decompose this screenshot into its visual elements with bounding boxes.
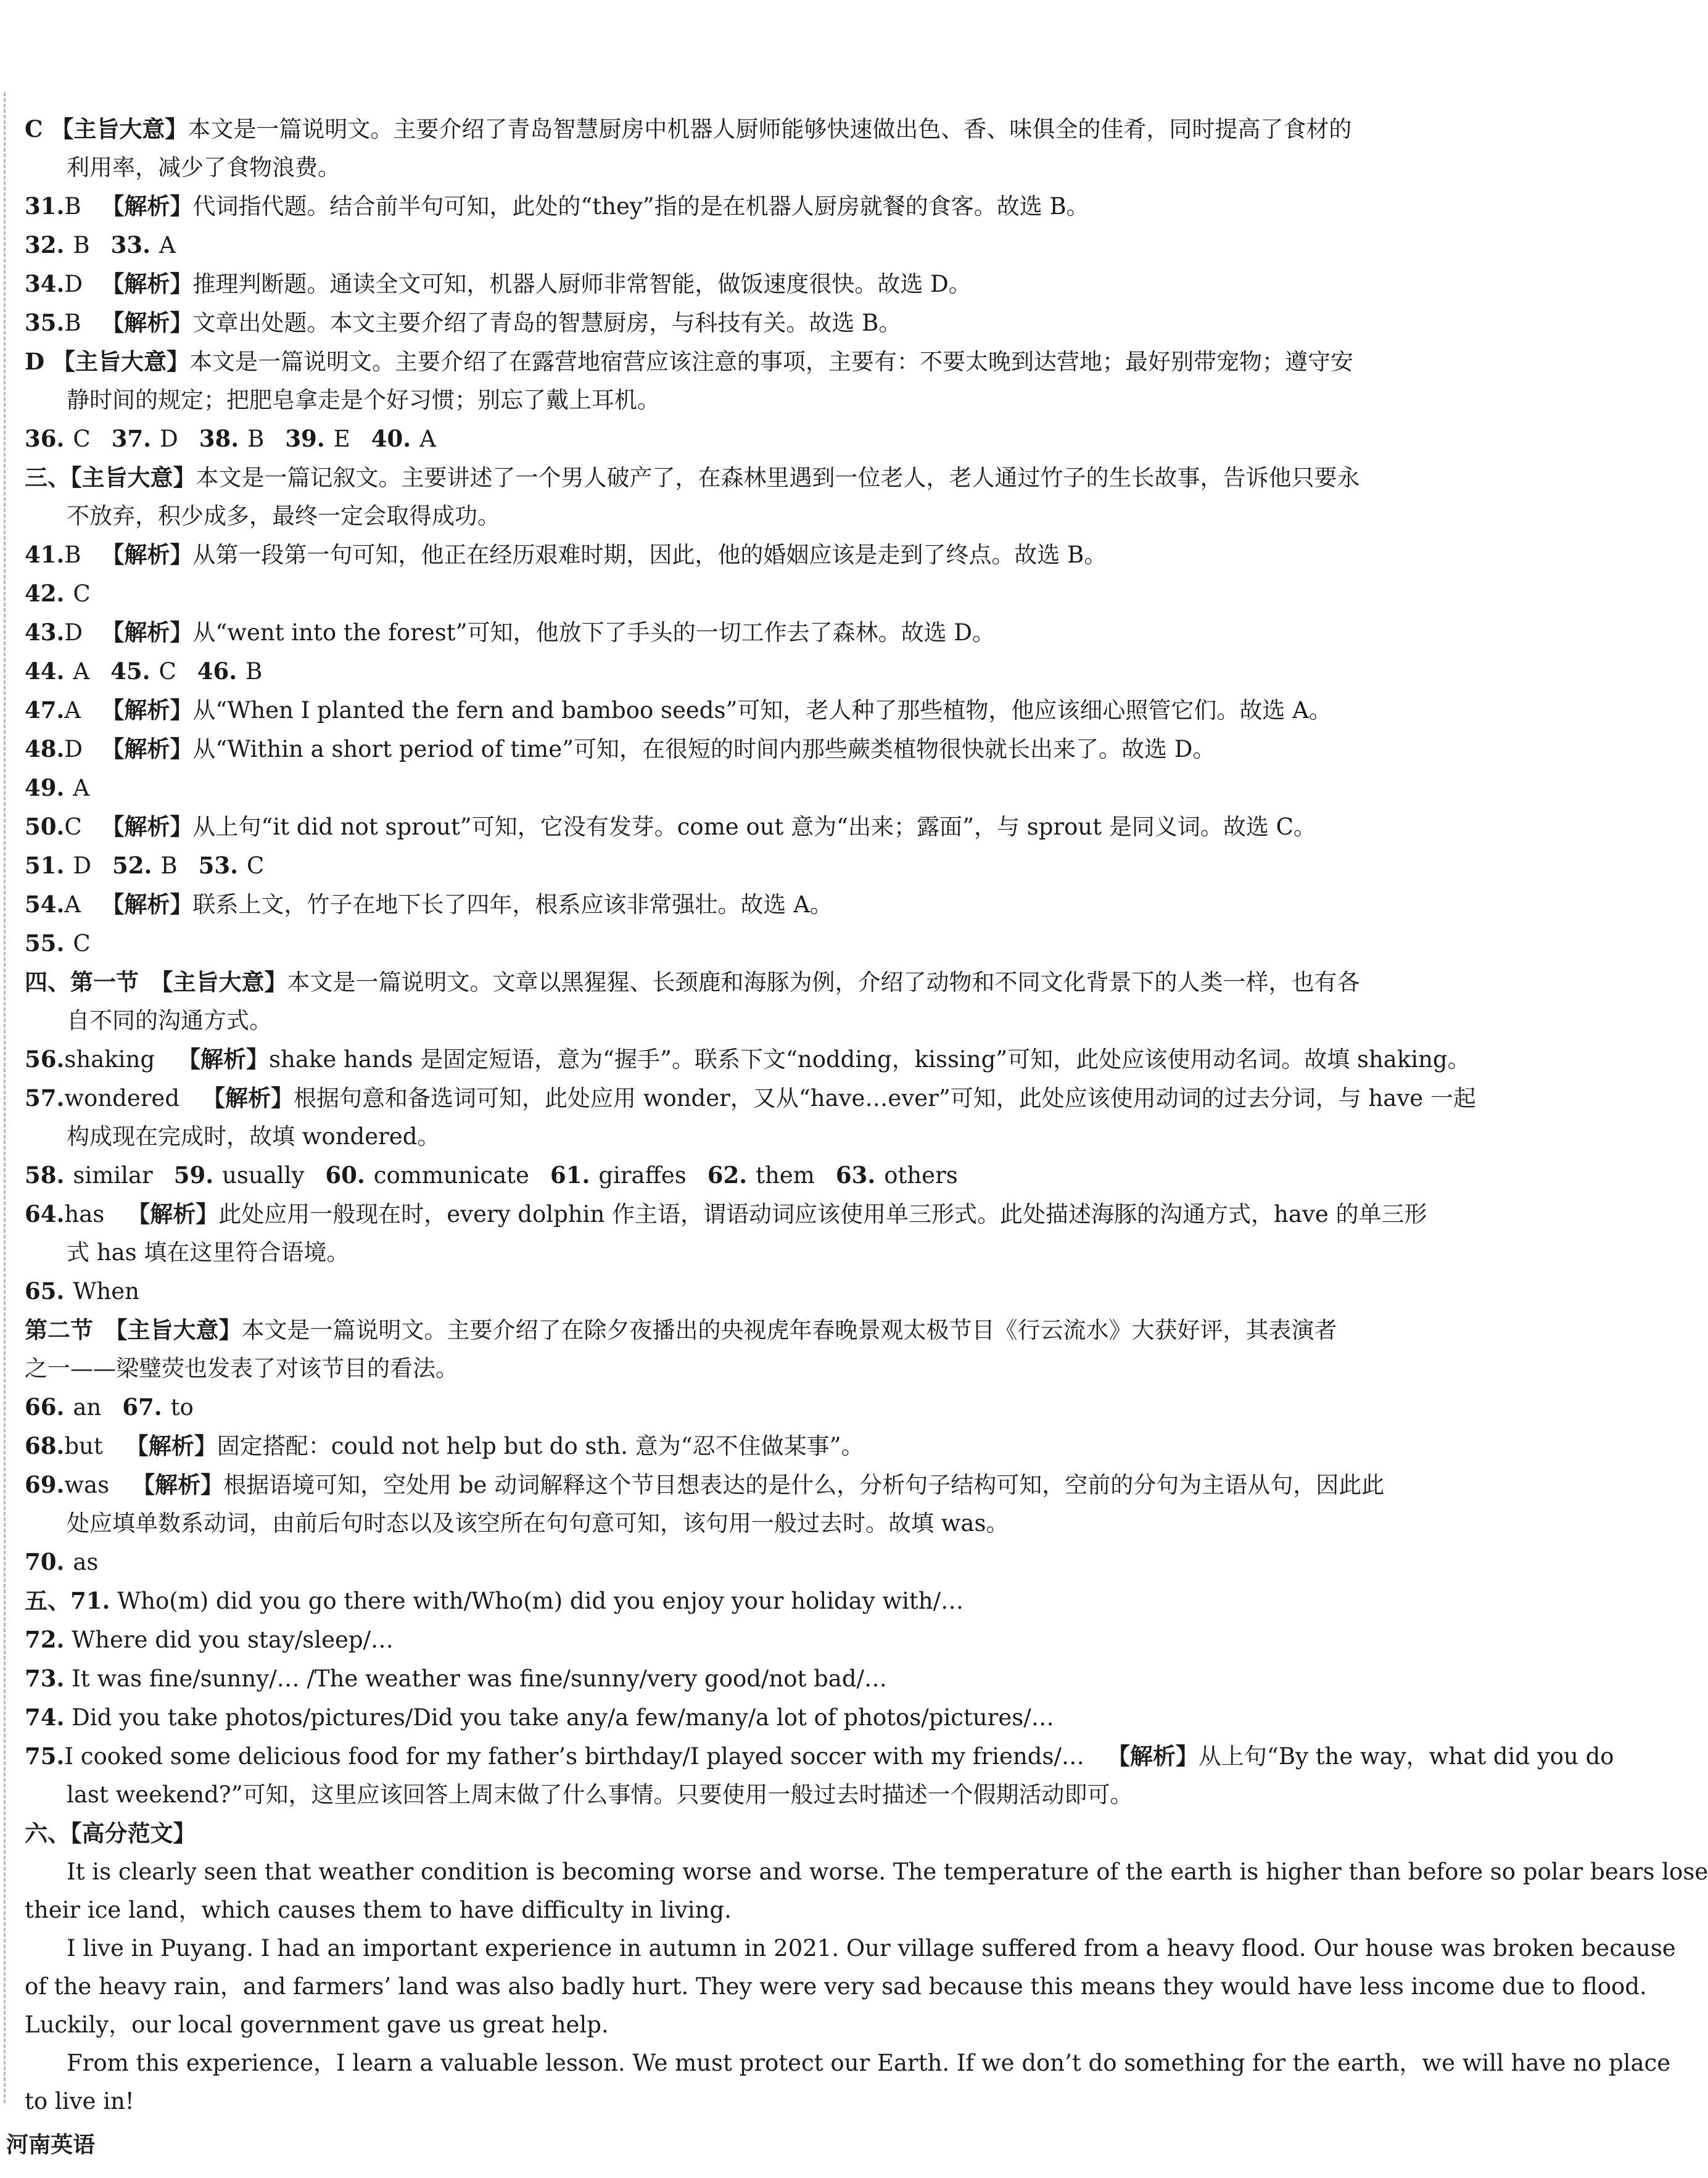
answer: D: [160, 426, 178, 452]
analysis-tag: 【解析】: [101, 270, 193, 297]
question-number: 35.: [25, 309, 65, 336]
analysis-tag: 【解析】: [127, 1200, 219, 1227]
line-s6-title: [25, 1814, 1431, 1853]
analysis-text: 根据句意和备选词可知，此处应用 wonder，又从“have…ever”可知，此处应该使用动词的过去分词，与 have 一起: [294, 1085, 1476, 1112]
answer: C: [159, 658, 176, 685]
line-q36-40: [25, 419, 1431, 458]
continued-text: 静时间的规定；把肥皂拿走是个好习惯；别忘了戴上耳机。: [67, 387, 660, 413]
section-label: 三、: [25, 464, 70, 491]
analysis-text: 文章出处题。本文主要介绍了青岛的智慧厨房，与科技有关。故选 B。: [192, 310, 902, 336]
continued-text: last weekend?”可知，这里应该回答上周末做了什么事情。只要使用一般过去时描述一个假期活动即可。: [67, 1781, 1133, 1808]
answer: giraffes: [598, 1162, 687, 1189]
line-q58-63: [25, 1156, 1431, 1195]
line-q47: [25, 691, 1431, 730]
answer: C: [73, 580, 91, 607]
line-q42: [25, 574, 1431, 613]
question-number: 56.: [25, 1046, 65, 1073]
answer: was: [64, 1472, 133, 1498]
answer: A: [64, 697, 81, 724]
line-q32-33: [25, 226, 1431, 265]
question-number: 54.: [25, 891, 65, 918]
answer: C: [73, 930, 91, 957]
question-number: 50.: [25, 813, 65, 840]
analysis-tag: 【解析】: [125, 1432, 217, 1459]
question-number: 49.: [25, 774, 65, 801]
line-q51-53: [25, 846, 1431, 885]
footer-label: 河南英语: [6, 2132, 96, 2158]
analysis-tag: 【解析】: [101, 696, 193, 724]
summary-tag: 【主旨大意】: [162, 968, 287, 996]
question-number: 64.: [25, 1200, 65, 1227]
essay-text: From this experience，I learn a valuable lesson. We must protect our Earth. If we don’t do something for the earth，we will have no place: [67, 2050, 1671, 2076]
question-number: 58.: [25, 1161, 65, 1189]
answer: When: [73, 1278, 139, 1305]
answer: an: [73, 1394, 102, 1421]
continued-text: of the heavy rain，and farmers’ land was also badly hurt. They were very sad because this means they would have less income due to flood.: [25, 1973, 1647, 2000]
section-label: 四、第一节: [25, 968, 162, 996]
continued-text: 不放弃，积少成多，最终一定会取得成功。: [67, 503, 500, 529]
question-number: 53.: [198, 852, 238, 879]
answer-text: It was fine/sunny/… /The weather was fine/sunny/very good/not bad/…: [72, 1665, 888, 1692]
question-number: 68.: [25, 1432, 65, 1459]
question-number: 61.: [550, 1161, 590, 1189]
line-q73: [25, 1659, 1431, 1698]
line-s4-2-summary-1: [25, 1311, 1431, 1350]
continued-text: 自不同的沟通方式。: [67, 1007, 272, 1034]
line-d-summary-2: [25, 381, 1431, 419]
line-q71: [25, 1582, 1431, 1620]
line-q65: [25, 1272, 1431, 1311]
line-essay-p2-1: [25, 1929, 1676, 1968]
line-q55: [25, 924, 1431, 963]
answer: communicate: [373, 1162, 529, 1189]
question-number: 52.: [112, 852, 152, 879]
line-q41: [25, 535, 1431, 574]
answer: usually: [222, 1162, 305, 1189]
answer: B: [64, 193, 81, 220]
line-c-summary-2: [25, 149, 1431, 187]
line-q56: [25, 1040, 1471, 1079]
section-label: C: [25, 115, 51, 142]
line-s4-1-summary-2: [25, 1002, 1431, 1040]
section-heading: 六、【高分范文】: [25, 1820, 196, 1847]
line-q75: [25, 1737, 1614, 1776]
answer: E: [333, 426, 350, 452]
line-q70: [25, 1543, 1431, 1582]
continued-text: 利用率，减少了食物浪费。: [67, 154, 340, 181]
question-number: 74.: [25, 1704, 65, 1731]
question-number: 36.: [25, 425, 65, 452]
line-essay-p3-1: [25, 2044, 1671, 2082]
continued-text: 式 has 填在这里符合语境。: [67, 1239, 350, 1266]
answer: D: [64, 736, 83, 762]
line-s3-summary-2: [25, 497, 1431, 535]
analysis-tag: 【解析】: [101, 309, 193, 336]
essay-text: I live in Puyang. I had an important experience in autumn in 2021. Our village suffered from a heavy flood. Our house was broken because: [67, 1935, 1676, 1961]
answer: C: [73, 426, 91, 452]
analysis-tag: 【解析】: [101, 192, 193, 220]
line-s4-2-summary-2: [25, 1350, 1431, 1388]
question-number: 42.: [25, 580, 65, 607]
line-q57-cont: [25, 1118, 1431, 1156]
answer: similar: [73, 1162, 153, 1189]
analysis-tag: 【解析】: [101, 619, 193, 646]
section-label: D: [25, 348, 52, 375]
answer: D: [64, 271, 83, 297]
answer: has: [64, 1201, 128, 1227]
line-q49: [25, 769, 1431, 807]
question-number: 70.: [25, 1548, 65, 1575]
question-number: 47.: [25, 696, 65, 724]
question-number: 39.: [285, 425, 325, 452]
answer-text: Did you take photos/pictures/Did you take any/a few/many/a lot of photos/pictures/…: [72, 1704, 1054, 1731]
question-number: 59.: [173, 1161, 214, 1189]
line-c-summary-1: [25, 110, 1431, 149]
question-number: 60.: [325, 1161, 365, 1189]
answer: A: [159, 232, 176, 258]
line-q68: [25, 1427, 1431, 1466]
question-number: 69.: [25, 1471, 65, 1498]
answer: I cooked some delicious food for my father’s birthday/I played soccer with my friends/…: [64, 1743, 1107, 1770]
answer: B: [73, 232, 90, 258]
question-number: 65.: [25, 1277, 65, 1305]
analysis-tag: 【解析】: [101, 541, 193, 568]
answer-text: Who(m) did you go there with/Who(m) did you enjoy your holiday with/…: [117, 1588, 964, 1614]
analysis-text: 从“went into the forest”可知，他放下了手头的一切工作去了森林。故选 D。: [192, 619, 995, 646]
answer: D: [73, 852, 92, 879]
answer: but: [64, 1433, 126, 1459]
question-number: 41.: [25, 541, 65, 568]
analysis-text: 从第一段第一句可知，他正在经历艰难时期，因此，他的婚姻应该是走到了终点。故选 B。: [192, 542, 1107, 568]
answer: A: [73, 658, 90, 685]
question-number: 73.: [25, 1665, 65, 1692]
analysis-tag: 【解析】: [101, 813, 193, 840]
question-number: 46.: [197, 658, 237, 685]
answer: B: [247, 426, 265, 452]
answer: them: [756, 1162, 815, 1189]
analysis-tag: 【解析】: [132, 1471, 224, 1498]
continued-text: Luckily，our local government gave us great help.: [25, 2011, 609, 2038]
analysis-text: 从上句“By the way，what did you do: [1198, 1743, 1614, 1770]
answer: D: [64, 619, 83, 646]
line-essay-p1-2: [25, 1891, 1431, 1929]
line-q54: [25, 885, 1431, 924]
analysis-text: 从“Within a short period of time”可知，在很短的时间内那些蕨类植物很快就长出来了。故选 D。: [192, 736, 1216, 762]
question-number: 66.: [25, 1393, 65, 1421]
question-number: 48.: [25, 735, 65, 762]
line-q75-cont: [25, 1776, 1431, 1814]
line-q31: [25, 187, 1431, 226]
summary-tag: 【主旨大意】: [116, 1316, 242, 1343]
analysis-text: 从上句“it did not sprout”可知，它没有发芽。come out 意为“出来；露面”，与 sprout 是同义词。故选 C。: [192, 814, 1316, 840]
answer-text: Where did you stay/sleep/…: [72, 1627, 394, 1653]
question-number: 67.: [122, 1393, 162, 1421]
question-number: 75.: [25, 1743, 65, 1770]
line-q43: [25, 613, 1431, 652]
question-number: 33.: [110, 231, 151, 258]
analysis-text: 代词指代题。结合前半句可知，此处的“they”指的是在机器人厨房就餐的食客。故选 B。: [192, 193, 1089, 220]
question-number: 63.: [835, 1161, 876, 1189]
line-q69-cont: [25, 1504, 1431, 1543]
question-number: 五、71.: [25, 1587, 110, 1614]
line-q50: [25, 807, 1431, 846]
analysis-text: 根据语境可知，空处用 be 动词解释这个节目想表达的是什么，分析句子结构可知，空前的分句为主语从句，因此此: [223, 1472, 1385, 1498]
question-number: 38.: [199, 425, 239, 452]
line-q35: [25, 303, 1431, 342]
line-s4-1-summary-1: [25, 963, 1431, 1002]
line-q66-67: [25, 1388, 1431, 1427]
answer-content: [25, 110, 1708, 2121]
answer: others: [884, 1162, 958, 1189]
summary-text: 本文是一篇说明文。主要介绍了在除夕夜播出的央视虎年春晚景观太极节目《行云流水》大获好评，其表演者: [241, 1317, 1337, 1343]
analysis-text: 此处应用一般现在时，every dolphin 作主语，谓语动词应该使用单三形式。此处描述海豚的沟通方式，have 的单三形: [218, 1201, 1427, 1227]
summary-text: 本文是一篇说明文。文章以黑猩猩、长颈鹿和海豚为例，介绍了动物和不同文化背景下的人类一样，也有各: [287, 969, 1360, 996]
answer: C: [247, 852, 265, 879]
question-number: 44.: [25, 658, 65, 685]
continued-text: 处应填单数系动词，由前后句时态以及该空所在句句意可知，该句用一般过去时。故填 was。: [67, 1510, 1009, 1537]
question-number: 72.: [25, 1626, 65, 1653]
question-number: 32.: [25, 231, 65, 258]
answer: as: [73, 1549, 99, 1575]
essay-text: It is clearly seen that weather condition is becoming worse and worse. The temperature of the earth is higher than before so polar bears lose: [67, 1858, 1708, 1885]
analysis-tag: 【解析】: [101, 891, 193, 918]
summary-tag: 【主旨大意】: [70, 464, 196, 491]
answer: C: [64, 814, 82, 840]
line-essay-p3-2: [25, 2082, 1431, 2121]
question-number: 34.: [25, 270, 65, 297]
line-d-summary-1: [25, 342, 1431, 381]
question-number: 31.: [25, 192, 65, 220]
line-q69: [25, 1466, 1431, 1504]
answer: B: [160, 852, 178, 879]
analysis-text: shake hands 是固定短语，意为“握手”。联系下文“nodding，kissing”可知，此处应该使用动名词。故填 shaking。: [269, 1046, 1471, 1073]
question-number: 40.: [371, 425, 411, 452]
answer: B: [245, 658, 263, 685]
question-number: 62.: [707, 1161, 748, 1189]
analysis-text: 联系上文，竹子在地下长了四年，根系应该非常强壮。故选 A。: [192, 891, 833, 918]
line-q72: [25, 1620, 1431, 1659]
answer: A: [64, 891, 81, 918]
line-s3-summary-1: [25, 458, 1431, 497]
question-number: 43.: [25, 619, 65, 646]
summary-text: 本文是一篇说明文。主要介绍了青岛智慧厨房中机器人厨师能够快速做出色、香、味俱全的佳肴，同时提高了食材的: [188, 116, 1352, 142]
answer: B: [64, 542, 81, 568]
question-number: 37.: [111, 425, 152, 452]
question-number: 57.: [25, 1084, 65, 1112]
continued-text: 之一——梁璧荧也发表了对该节目的看法。: [25, 1355, 458, 1382]
answer: B: [64, 310, 81, 336]
analysis-text: 从“When I planted the fern and bamboo seeds”可知，老人种了那些植物，他应该细心照管它们。故选 A。: [192, 697, 1332, 724]
summary-tag: 【主旨大意】: [52, 348, 189, 375]
analysis-tag: 【解析】: [178, 1046, 270, 1073]
summary-text: 本文是一篇说明文。主要介绍了在露营地宿营应该注意的事项，主要有：不要太晚到达营地；最好别带宠物；遵守安: [189, 349, 1353, 375]
margin-dashed-line: [4, 93, 6, 2103]
line-q57: [25, 1079, 1476, 1118]
line-q44-46: [25, 652, 1431, 691]
line-q74: [25, 1698, 1431, 1737]
line-q64: [25, 1195, 1431, 1234]
line-essay-p2-3: [25, 2006, 1431, 2044]
line-essay-p1-1: [25, 1853, 1708, 1891]
summary-tag: 【主旨大意】: [51, 115, 188, 142]
analysis-text: 推理判断题。通读全文可知，机器人厨师非常智能，做饭速度很快。故选 D。: [192, 271, 972, 297]
answer: shaking: [64, 1046, 178, 1073]
line-q64-cont: [25, 1234, 1431, 1272]
analysis-tag: 【解析】: [101, 735, 193, 762]
answer: A: [419, 426, 436, 452]
analysis-tag: 【解析】: [1107, 1743, 1198, 1770]
question-number: 55.: [25, 930, 65, 957]
line-q34: [25, 265, 1431, 303]
analysis-tag: 【解析】: [202, 1084, 294, 1112]
continued-text: 构成现在完成时，故填 wondered。: [67, 1123, 440, 1150]
answer: A: [73, 775, 90, 801]
continued-text: to live in!: [25, 2088, 134, 2114]
section-label: 第二节: [25, 1316, 116, 1343]
line-essay-p2-2: [25, 1968, 1647, 2006]
question-number: 45.: [110, 658, 151, 685]
answer: wondered: [64, 1085, 203, 1112]
analysis-text: 固定搭配：could not help but do sth. 意为“忍不住做某事”。: [217, 1433, 864, 1459]
summary-text: 本文是一篇记叙文。主要讲述了一个男人破产了，在森林里遇到一位老人，老人通过竹子的生长故事，告诉他只要永: [196, 464, 1360, 491]
answer: to: [170, 1394, 194, 1421]
question-number: 51.: [25, 852, 65, 879]
line-q48: [25, 730, 1431, 769]
continued-text: their ice land，which causes them to have difficulty in living.: [25, 1897, 732, 1923]
